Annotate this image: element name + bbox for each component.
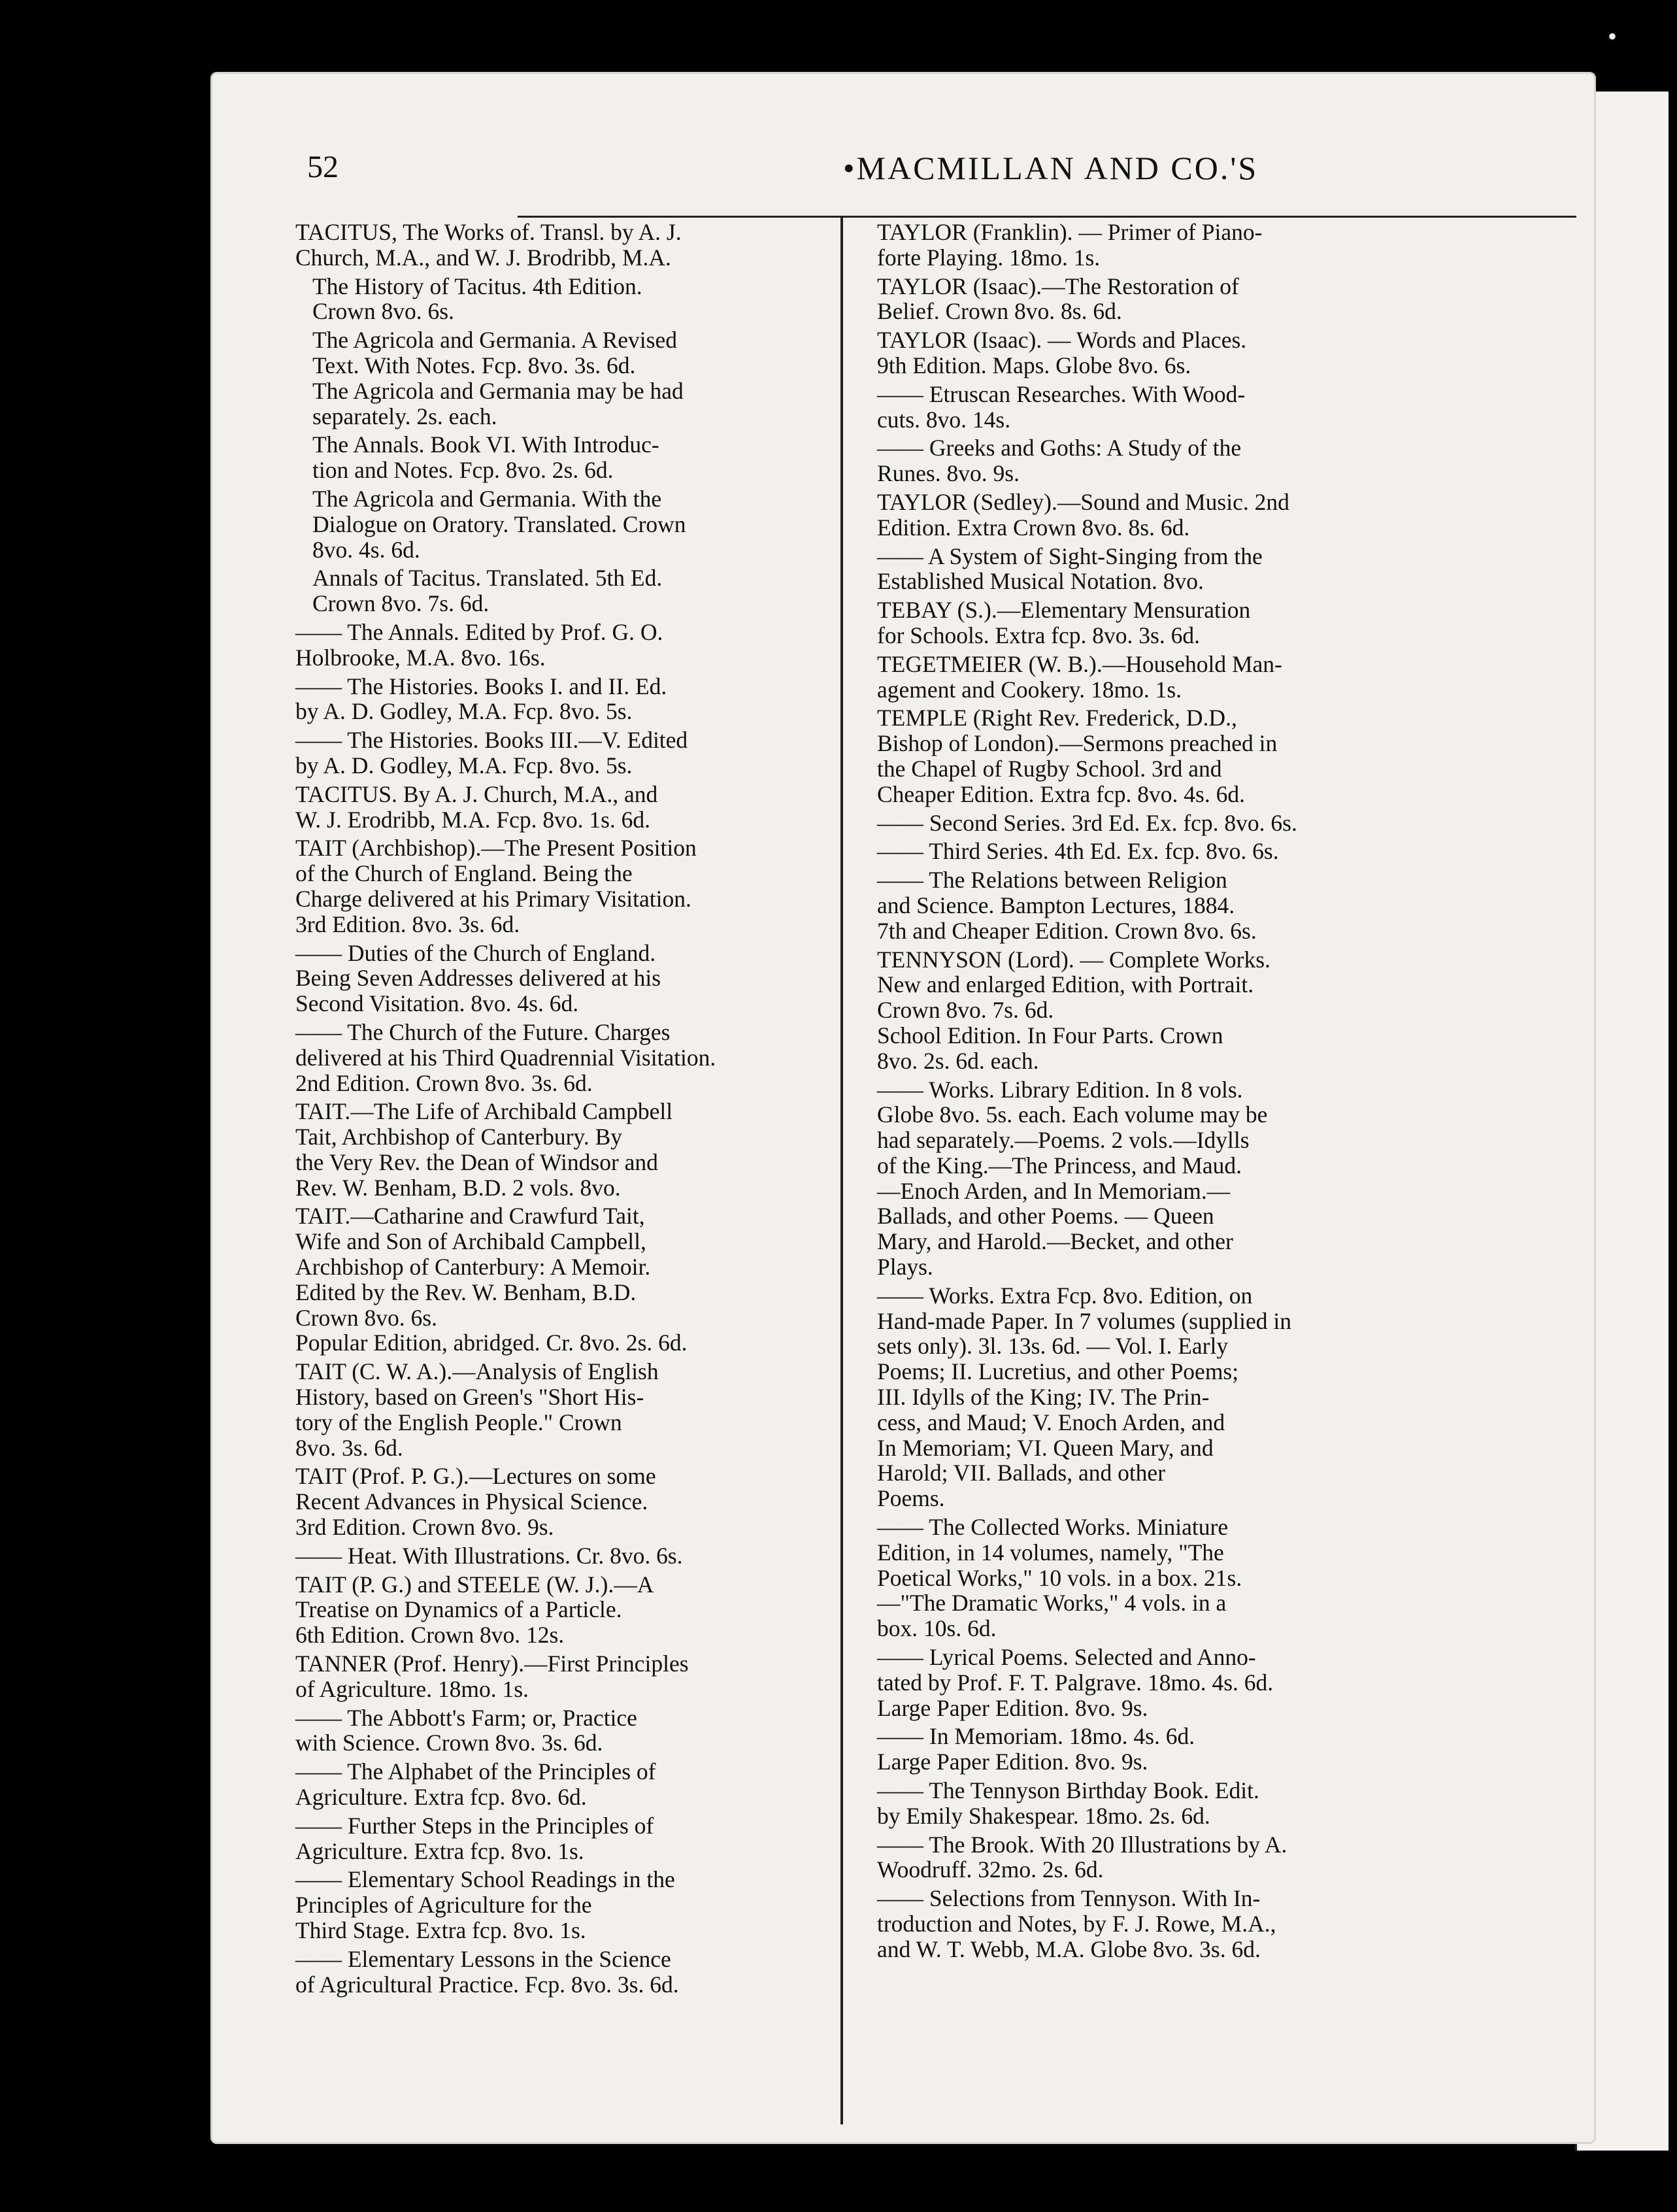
catalogue-entry xyxy=(295,1813,825,1864)
entry-line: Globe 8vo. 5s. each. Each volume may be xyxy=(877,1101,1268,1128)
entry-line: Edition. Extra Crown 8vo. 8s. 6d. xyxy=(877,514,1190,541)
entry-line: TAIT.—Catharine and Crawfurd Tait, xyxy=(295,1203,645,1230)
entry-line: Bishop of London).—Sermons preached in xyxy=(877,730,1278,757)
entry-line: 3rd Edition. Crown 8vo. 9s. xyxy=(295,1514,554,1541)
entry-line: Poems. xyxy=(877,1485,945,1512)
catalogue-entry xyxy=(295,620,825,671)
entry-line: The Agricola and Germania may be had xyxy=(312,377,684,404)
catalogue-entry xyxy=(877,1283,1406,1511)
entry-line: sets only). 3l. 13s. 6d. — Vol. I. Early xyxy=(877,1333,1229,1360)
entry-line: by A. D. Godley, M.A. Fcp. 8vo. 5s. xyxy=(295,752,633,779)
entry-line: —— The Tennyson Birthday Book. Edit. xyxy=(877,1777,1259,1804)
entry-line: —— The Histories. Books I. and II. Ed. xyxy=(295,673,667,699)
entry-line: TACITUS, The Works of. Transl. by A. J. xyxy=(295,219,682,245)
entry-line: tory of the English People." Crown xyxy=(295,1409,622,1435)
catalogue-entry xyxy=(295,1020,825,1096)
entry-line: —— The Church of the Future. Charges xyxy=(295,1018,671,1045)
entry-line: Poems; II. Lucretius, and other Poems; xyxy=(877,1358,1239,1385)
entry-line: TAYLOR (Isaac).—The Restoration of xyxy=(877,273,1239,299)
entry-line: The History of Tacitus. 4th Edition. xyxy=(312,273,642,299)
entry-line: In Memoriam; VI. Queen Mary, and xyxy=(877,1434,1214,1461)
entry-line: TEGETMEIER (W. B.).—Household Man- xyxy=(877,650,1282,677)
entry-line: by A. D. Godley, M.A. Fcp. 8vo. 5s. xyxy=(295,698,633,725)
catalogue-entry xyxy=(877,1724,1406,1775)
entry-line: Established Musical Notation. 8vo. xyxy=(877,568,1204,595)
catalogue-entry xyxy=(295,1099,825,1200)
entry-line: —— The Relations between Religion xyxy=(877,867,1227,894)
entry-line: TEBAY (S.).—Elementary Mensuration xyxy=(877,597,1251,624)
entry-line: the Very Rev. the Dean of Windsor and xyxy=(295,1148,658,1175)
entry-line: Rev. W. Benham, B.D. 2 vols. 8vo. xyxy=(295,1174,621,1201)
entry-line: —— The Histories. Books III.—V. Edited xyxy=(295,727,688,754)
catalogue-entry xyxy=(295,1705,825,1756)
entry-line: Ballads, and other Poems. — Queen xyxy=(877,1203,1214,1230)
entry-line: The Agricola and Germania. With the xyxy=(312,485,662,512)
corner-mark: • xyxy=(1608,22,1618,51)
entry-line: Cheaper Edition. Extra fcp. 8vo. 4s. 6d. xyxy=(877,780,1245,807)
catalogue-entry xyxy=(295,1947,825,1998)
entry-line: Harold; VII. Ballads, and other xyxy=(877,1460,1166,1486)
entry-line: The Annals. Book VI. With Introduc- xyxy=(312,431,659,458)
catalogue-entry xyxy=(877,597,1406,648)
entry-line: Principles of Agriculture for the xyxy=(295,1892,592,1919)
entry-line: and Science. Bampton Lectures, 1884. xyxy=(877,892,1235,918)
catalogue-entry xyxy=(295,782,825,833)
entry-line: —— The Brook. With 20 Illustrations by A. xyxy=(877,1831,1287,1858)
entry-line: 7th and Cheaper Edition. Crown 8vo. 6s. xyxy=(877,917,1257,944)
entry-line: History, based on Green's "Short His- xyxy=(295,1384,644,1411)
catalogue-entry xyxy=(877,1515,1406,1641)
entry-line: 8vo. 3s. 6d. xyxy=(295,1434,403,1461)
entry-line: —— The Alphabet of the Principles of xyxy=(295,1758,656,1785)
entry-line: tion and Notes. Fcp. 8vo. 2s. 6d. xyxy=(312,457,614,484)
entry-line: Crown 8vo. 6s. xyxy=(295,1304,437,1331)
entry-line: delivered at his Third Quadrennial Visitation. xyxy=(295,1044,716,1071)
entry-line: Belief. Crown 8vo. 8s. 6d. xyxy=(877,298,1122,325)
page-number: 52 xyxy=(307,150,339,184)
catalogue-entry xyxy=(877,1832,1406,1883)
catalogue-entry xyxy=(295,1543,825,1569)
entry-line: —Enoch Arden, and In Memoriam.— xyxy=(877,1177,1231,1204)
entry-line: by Emily Shakespear. 18mo. 2s. 6d. xyxy=(877,1802,1210,1829)
entry-line: TACITUS. By A. J. Church, M.A., and xyxy=(295,780,658,807)
entry-line: Agriculture. Extra fcp. 8vo. 6d. xyxy=(295,1784,587,1811)
entry-line: Crown 8vo. 7s. 6d. xyxy=(877,997,1054,1024)
entry-line: of Agriculture. 18mo. 1s. xyxy=(295,1675,529,1702)
entry-line: Holbrooke, M.A. 8vo. 16s. xyxy=(295,644,546,671)
entry-line: TAIT (Archbishop).—The Present Position xyxy=(295,835,697,862)
entry-line: The Agricola and Germania. A Revised xyxy=(312,327,677,354)
entry-line: TAYLOR (Isaac). — Words and Places. xyxy=(877,327,1247,354)
catalogue-entry xyxy=(295,1464,825,1539)
entry-line: Agriculture. Extra fcp. 8vo. 1s. xyxy=(295,1837,584,1864)
entry-line: 6th Edition. Crown 8vo. 12s. xyxy=(295,1622,565,1649)
entry-line: TAIT (P. G.) and STEELE (W. J.).—A xyxy=(295,1571,654,1598)
entry-line: —— Works. Extra Fcp. 8vo. Edition, on xyxy=(877,1282,1253,1309)
entry-line: cuts. 8vo. 14s. xyxy=(877,406,1011,433)
catalogue-entry xyxy=(295,565,825,616)
entry-line: Treatise on Dynamics of a Particle. xyxy=(295,1596,622,1623)
entry-line: of the Church of England. Being the xyxy=(295,860,633,887)
entry-line: Large Paper Edition. 8vo. 9s. xyxy=(877,1749,1148,1775)
entry-line: TAIT (C. W. A.).—Analysis of English xyxy=(295,1358,659,1385)
entry-line: box. 10s. 6d. xyxy=(877,1615,997,1642)
catalogue-entry xyxy=(295,327,825,429)
catalogue-entry xyxy=(295,1651,825,1702)
entry-line: Popular Edition, abridged. Cr. 8vo. 2s. 6d. xyxy=(295,1330,688,1356)
catalogue-entry xyxy=(877,705,1406,807)
catalogue-entry xyxy=(877,1645,1406,1720)
entry-line: —— The Collected Works. Miniature xyxy=(877,1514,1229,1541)
catalogue-entry xyxy=(877,274,1406,325)
header-rule xyxy=(518,216,1576,218)
entry-line: 8vo. 2s. 6d. each. xyxy=(877,1047,1039,1074)
entry-line: the Chapel of Rugby School. 3rd and xyxy=(877,755,1222,782)
entry-line: for Schools. Extra fcp. 8vo. 3s. 6d. xyxy=(877,622,1200,648)
entry-line: Large Paper Edition. 8vo. 9s. xyxy=(877,1694,1148,1721)
catalogue-entry xyxy=(877,1886,1406,1962)
entry-line: Woodruff. 32mo. 2s. 6d. xyxy=(877,1856,1104,1883)
catalogue-entry xyxy=(877,811,1406,836)
entry-line: —— In Memoriam. 18mo. 4s. 6d. xyxy=(877,1723,1195,1750)
entry-line: Edited by the Rev. W. Benham, B.D. xyxy=(295,1279,637,1305)
entry-line: Crown 8vo. 6s. xyxy=(312,298,454,325)
catalogue-entry xyxy=(295,1359,825,1460)
catalogue-entry xyxy=(877,652,1406,703)
entry-line: of the King.—The Princess, and Maud. xyxy=(877,1152,1242,1179)
catalogue-entry xyxy=(295,220,825,271)
entry-line: —— Further Steps in the Principles of xyxy=(295,1812,654,1839)
catalogue-entry xyxy=(877,947,1406,1074)
entry-line: —— Lyrical Poems. Selected and Anno- xyxy=(877,1644,1256,1671)
entry-line: Plays. xyxy=(877,1254,933,1281)
catalogue-entry xyxy=(295,1759,825,1810)
catalogue-entry xyxy=(295,486,825,562)
entry-line: 9th Edition. Maps. Globe 8vo. 6s. xyxy=(877,352,1191,378)
catalogue-entry xyxy=(295,941,825,1016)
entry-line: Annals of Tacitus. Translated. 5th Ed. xyxy=(312,565,663,592)
entry-line: —— Greeks and Goths: A Study of the xyxy=(877,435,1242,461)
catalogue-entry xyxy=(877,1778,1406,1829)
entry-line: tated by Prof. F. T. Palgrave. 18mo. 4s. 6d. xyxy=(877,1669,1274,1696)
entry-line: Third Stage. Extra fcp. 8vo. 1s. xyxy=(295,1917,586,1943)
entry-line: —— Etruscan Researches. With Wood- xyxy=(877,380,1246,407)
running-head xyxy=(307,144,1562,196)
entry-line: —— Works. Library Edition. In 8 vols. xyxy=(877,1076,1243,1103)
entry-line: 2nd Edition. Crown 8vo. 3s. 6d. xyxy=(295,1069,593,1096)
catalogue-entry xyxy=(877,327,1406,378)
entry-line: TEMPLE (Right Rev. Frederick, D.D., xyxy=(877,705,1237,731)
entry-line: Mary, and Harold.—Becket, and other xyxy=(877,1228,1233,1255)
entry-line: Church, M.A., and W. J. Brodribb, M.A. xyxy=(295,244,671,271)
catalogue-entry xyxy=(877,490,1406,541)
catalogue-entry xyxy=(877,867,1406,943)
entry-line: —— The Annals. Edited by Prof. G. O. xyxy=(295,618,663,645)
entry-line: Crown 8vo. 7s. 6d. xyxy=(312,590,490,617)
entry-line: III. Idylls of the King; IV. The Prin- xyxy=(877,1384,1210,1411)
entry-line: Second Visitation. 8vo. 4s. 6d. xyxy=(295,990,579,1017)
entry-line: and W. T. Webb, M.A. Globe 8vo. 3s. 6d. xyxy=(877,1936,1261,1962)
entry-line: had separately.—Poems. 2 vols.—Idylls xyxy=(877,1127,1250,1154)
entry-line: TANNER (Prof. Henry).—First Principles xyxy=(295,1651,689,1677)
entry-line: separately. 2s. each. xyxy=(312,403,497,429)
entry-line: —— A System of Sight-Singing from the xyxy=(877,543,1263,569)
book-page xyxy=(210,72,1596,2144)
entry-line: —— Second Series. 3rd Ed. Ex. fcp. 8vo. 6s. xyxy=(877,809,1297,836)
catalogue-entry xyxy=(877,1077,1406,1280)
entry-line: 3rd Edition. 8vo. 3s. 6d. xyxy=(295,911,520,937)
entry-line: TENNYSON (Lord). — Complete Works. xyxy=(877,946,1270,973)
entry-line: School Edition. In Four Parts. Crown xyxy=(877,1022,1223,1048)
entry-line: cess, and Maud; V. Enoch Arden, and xyxy=(877,1409,1225,1435)
entry-line: Tait, Archbishop of Canterbury. By xyxy=(295,1124,623,1150)
catalogue-entry xyxy=(295,1572,825,1648)
entry-line: Runes. 8vo. 9s. xyxy=(877,460,1020,487)
entry-line: —— Duties of the Church of England. xyxy=(295,939,656,966)
entry-line: Being Seven Addresses delivered at his xyxy=(295,965,661,992)
entry-line: —— The Abbott's Farm; or, Practice xyxy=(295,1704,637,1731)
catalogue-entry xyxy=(295,674,825,725)
entry-line: forte Playing. 18mo. 1s. xyxy=(877,244,1101,271)
entry-line: W. J. Erodribb, M.A. Fcp. 8vo. 1s. 6d. xyxy=(295,806,651,833)
entry-line: 8vo. 4s. 6d. xyxy=(312,536,420,563)
left-column xyxy=(295,220,825,2000)
entry-line: Text. With Notes. Fcp. 8vo. 3s. 6d. xyxy=(312,352,636,378)
catalogue-entry xyxy=(877,544,1406,595)
entry-line: Recent Advances in Physical Science. xyxy=(295,1488,648,1515)
catalogue-entry xyxy=(295,835,825,937)
catalogue-entry xyxy=(295,728,825,779)
page-header-title: •MACMILLAN AND CO.'S xyxy=(843,150,1259,186)
entry-line: —— Heat. With Illustrations. Cr. 8vo. 6s. xyxy=(295,1542,683,1569)
catalogue-entry xyxy=(295,274,825,325)
entry-line: troduction and Notes, by F. J. Rowe, M.A., xyxy=(877,1911,1276,1937)
entry-line: Dialogue on Oratory. Translated. Crown xyxy=(312,511,686,537)
entry-line: TAYLOR (Franklin). — Primer of Piano- xyxy=(877,219,1263,245)
catalogue-entry xyxy=(295,1203,825,1356)
entry-line: TAIT (Prof. P. G.).—Lectures on some xyxy=(295,1463,656,1490)
entry-line: Charge delivered at his Primary Visitation. xyxy=(295,885,691,912)
entry-line: agement and Cookery. 18mo. 1s. xyxy=(877,676,1182,703)
catalogue-entry xyxy=(877,220,1406,271)
catalogue-entry xyxy=(295,432,825,483)
entry-line: —— Selections from Tennyson. With In- xyxy=(877,1885,1261,1912)
entry-line: of Agricultural Practice. Fcp. 8vo. 3s. 6d. xyxy=(295,1971,679,1998)
entry-line: —— Elementary Lessons in the Science xyxy=(295,1945,671,1972)
catalogue-entry xyxy=(877,382,1406,433)
entry-line: Hand-made Paper. In 7 volumes (supplied in xyxy=(877,1307,1291,1334)
right-column xyxy=(877,220,1406,1966)
entry-line: —"The Dramatic Works," 4 vols. in a xyxy=(877,1590,1227,1617)
entry-line: with Science. Crown 8vo. 3s. 6d. xyxy=(295,1730,603,1756)
entry-line: Wife and Son of Archibald Campbell, xyxy=(295,1228,646,1255)
entry-line: New and enlarged Edition, with Portrait. xyxy=(877,971,1254,998)
entry-line: TAYLOR (Sedley).—Sound and Music. 2nd xyxy=(877,488,1289,515)
entry-line: —— Elementary School Readings in the xyxy=(295,1866,675,1893)
catalogue-entry xyxy=(877,435,1406,486)
entry-line: Poetical Works," 10 vols. in a box. 21s. xyxy=(877,1564,1242,1591)
catalogue-entry xyxy=(877,839,1406,864)
entry-line: —— Third Series. 4th Ed. Ex. fcp. 8vo. 6s. xyxy=(877,838,1279,865)
entry-line: TAIT.—The Life of Archibald Campbell xyxy=(295,1098,673,1125)
column-divider xyxy=(840,216,843,2124)
catalogue-entry xyxy=(295,1867,825,1943)
entry-line: Archbishop of Canterbury: A Memoir. xyxy=(295,1254,651,1281)
entry-line: Edition, in 14 volumes, namely, "The xyxy=(877,1539,1224,1566)
